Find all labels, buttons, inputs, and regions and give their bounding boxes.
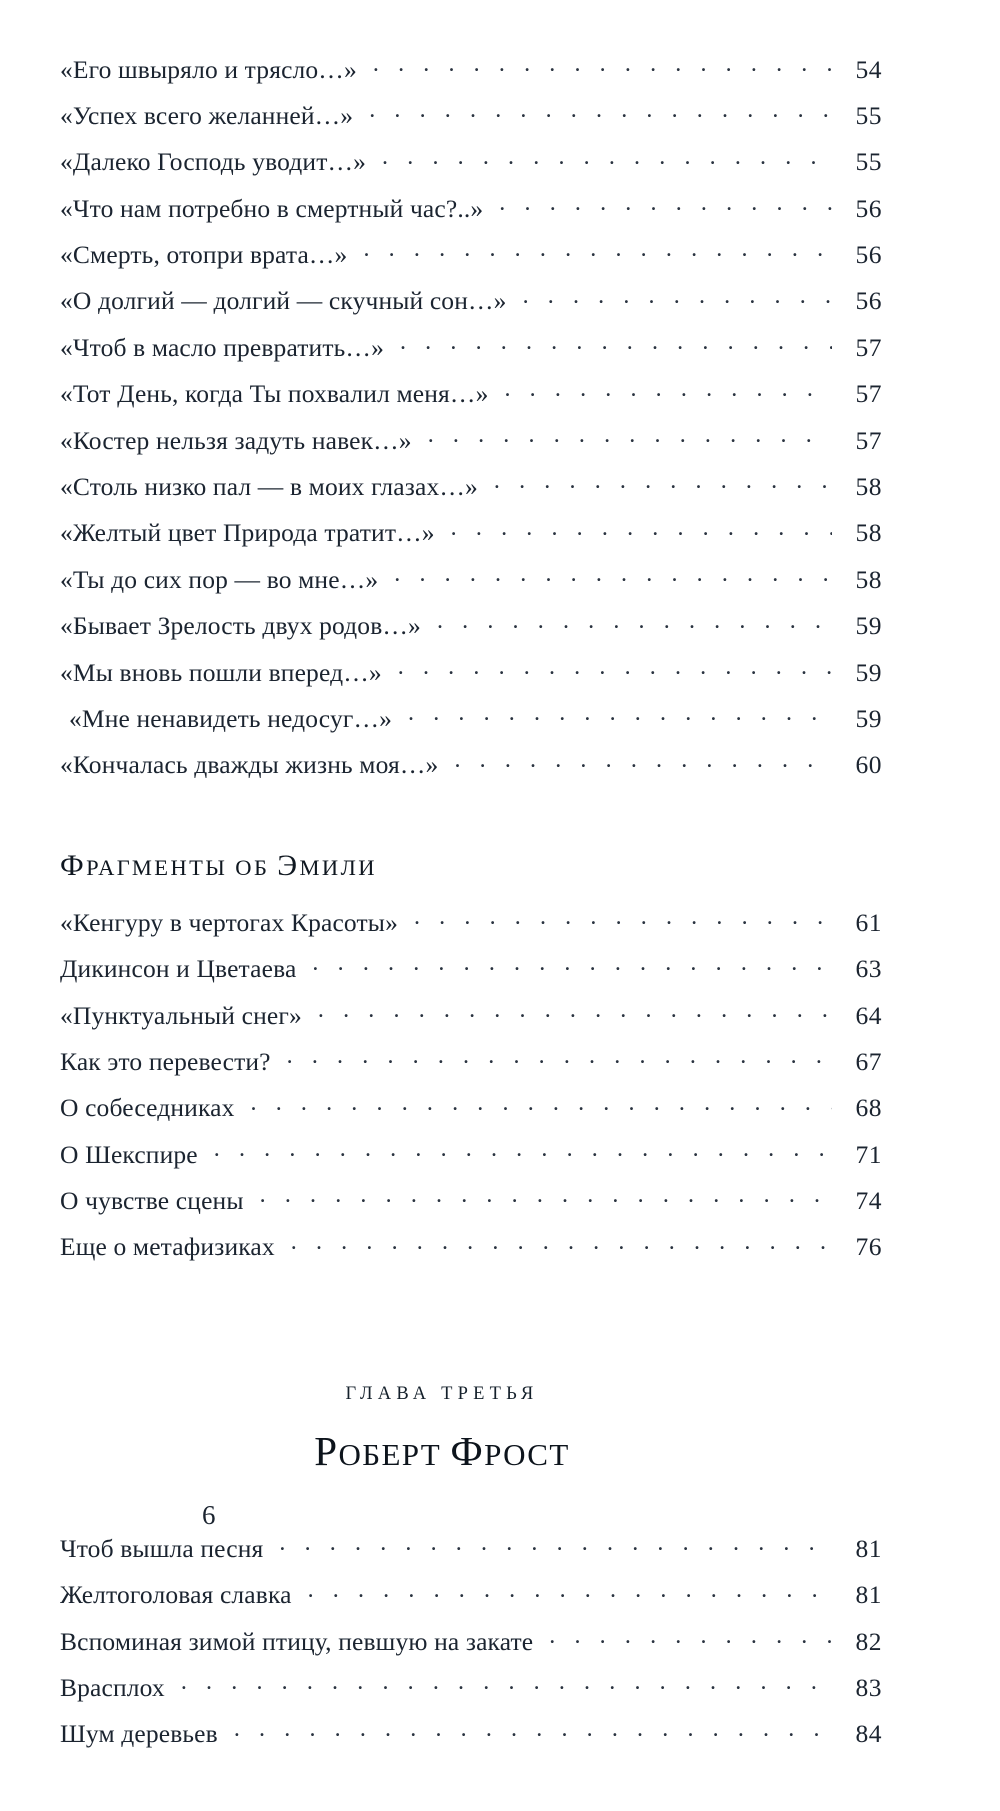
toc-entry-title: «Далеко Господь уводит…» xyxy=(60,147,367,177)
dot-leader xyxy=(382,145,832,171)
dot-leader xyxy=(234,1717,832,1743)
toc-entry-title: Шум деревьев xyxy=(60,1719,218,1749)
toc-entry-page-number: 56 xyxy=(855,286,882,316)
dot-leader xyxy=(499,191,832,217)
dot-leader xyxy=(308,1578,832,1604)
toc-entry-title: Еще о метафизиках xyxy=(60,1232,275,1262)
toc-entry-page-number: 59 xyxy=(855,657,882,687)
toc-entry-title: «Его швыряло и трясло…» xyxy=(60,54,357,84)
toc-group-dickinson-poems xyxy=(60,52,882,794)
dot-leader xyxy=(549,1624,832,1650)
toc-entry[interactable] xyxy=(60,284,882,330)
toc-entry-title: «Пунктуальный снег» xyxy=(60,1000,302,1030)
dot-leader xyxy=(454,748,832,774)
dot-leader xyxy=(251,1091,833,1117)
toc-entry-page-number: 74 xyxy=(855,1186,882,1216)
toc-entry-title: О Шекспире xyxy=(60,1139,198,1169)
toc-entry-page-number: 57 xyxy=(855,332,882,362)
page-number: 6 xyxy=(202,1500,216,1530)
toc-entry-page-number: 58 xyxy=(855,564,882,594)
toc-entry[interactable] xyxy=(60,748,882,794)
toc-entry[interactable] xyxy=(60,191,882,237)
toc-entry-page-number: 84 xyxy=(855,1719,882,1749)
toc-entry[interactable] xyxy=(60,1717,882,1763)
toc-entry[interactable] xyxy=(60,516,882,562)
dot-leader xyxy=(279,1531,832,1557)
toc-entry[interactable] xyxy=(60,423,882,469)
toc-group-frost xyxy=(60,1531,882,1763)
toc-entry-page-number: 55 xyxy=(855,147,882,177)
toc-entry[interactable] xyxy=(60,1091,882,1137)
toc-entry[interactable] xyxy=(60,1184,882,1230)
toc-entry[interactable] xyxy=(60,655,882,701)
toc-entry-title: «Чтоб в масло превратить…» xyxy=(60,332,384,362)
toc-entry-page-number: 71 xyxy=(855,1139,882,1169)
section-heading-initial: Ф xyxy=(60,849,87,883)
toc-entry-title: «Что нам потребно в смертный час?..» xyxy=(60,193,484,223)
toc-entry-title: «Смерть, отопри врата…» xyxy=(60,240,348,270)
toc-entry-title: «Мы вновь пошли вперед…» xyxy=(60,657,382,687)
toc-entry-title: «Кончалась дважды жизнь моя…» xyxy=(60,750,439,780)
dot-leader xyxy=(318,998,832,1024)
dot-leader xyxy=(414,905,832,931)
toc-entry-title: О собеседниках xyxy=(60,1093,235,1123)
dot-leader xyxy=(287,1044,832,1070)
toc-entry-page-number: 57 xyxy=(855,425,882,455)
toc-entry[interactable] xyxy=(60,905,882,951)
toc-entry[interactable] xyxy=(60,1531,882,1577)
toc-entry-title: «Бывает Зрелость двух родов…» xyxy=(60,611,421,641)
toc-entry-page-number: 57 xyxy=(855,379,882,409)
toc-entry[interactable] xyxy=(60,145,882,191)
toc-entry[interactable] xyxy=(60,470,882,516)
chapter-title-initial-2: Ф xyxy=(450,1428,485,1475)
dot-leader xyxy=(428,423,832,449)
toc-entry-title: «Тот День, когда Ты похвалил меня…» xyxy=(60,379,489,409)
toc-entry-title: «О долгий — долгий — скучный сон…» xyxy=(60,286,507,316)
toc-entry[interactable] xyxy=(60,1230,882,1276)
dot-leader xyxy=(398,655,832,681)
dot-leader xyxy=(523,284,832,310)
toc-entry[interactable] xyxy=(60,998,882,1044)
toc-entry-page-number: 54 xyxy=(855,54,882,84)
toc-entry-title: Как это перевести? xyxy=(60,1046,271,1076)
toc-entry-page-number: 59 xyxy=(855,703,882,733)
toc-entry[interactable] xyxy=(60,609,882,655)
toc-entry[interactable] xyxy=(60,1044,882,1090)
toc-entry-page-number: 81 xyxy=(855,1533,882,1563)
chapter-title-rest: ОБЕРТ xyxy=(338,1437,451,1473)
toc-entry-page-number: 58 xyxy=(855,472,882,502)
dot-leader xyxy=(437,609,832,635)
toc-entry-title: Врасплох xyxy=(60,1673,165,1703)
chapter-title-initial: Р xyxy=(314,1428,339,1475)
toc-entry-page-number: 82 xyxy=(855,1626,882,1656)
toc-entry-page-number: 55 xyxy=(855,100,882,130)
dot-leader xyxy=(408,701,832,727)
dot-leader xyxy=(181,1671,832,1697)
toc-entry[interactable] xyxy=(60,1624,882,1670)
toc-entry-title: «Столь низко пал — в моих глазах…» xyxy=(60,472,478,502)
toc-entry[interactable] xyxy=(60,1578,882,1624)
toc-entry-title: «Успех всего желанней…» xyxy=(60,100,354,130)
toc-entry[interactable] xyxy=(60,701,882,747)
chapter-heading-block xyxy=(60,1384,882,1475)
toc-entry[interactable] xyxy=(60,562,882,608)
toc-entry-page-number: 63 xyxy=(855,954,882,984)
toc-entry-title: «Ты до сих пор — во мне…» xyxy=(60,564,379,594)
toc-entry[interactable] xyxy=(60,952,882,998)
toc-entry[interactable] xyxy=(60,98,882,144)
toc-entry-page-number: 58 xyxy=(855,518,882,548)
dot-leader xyxy=(494,470,832,496)
dot-leader xyxy=(369,98,832,124)
toc-entry-page-number: 59 xyxy=(855,611,882,641)
toc-entry-title: «Мне ненавидеть недосуг…» xyxy=(69,703,392,733)
toc-entry-page-number: 67 xyxy=(855,1046,882,1076)
dot-leader xyxy=(400,330,832,356)
toc-entry-title: «Кенгуру в чертогах Красоты» xyxy=(60,907,398,937)
dot-leader xyxy=(504,377,832,403)
toc-entry-page-number: 64 xyxy=(855,1000,882,1030)
dot-leader xyxy=(451,516,832,542)
toc-entry-title: «Костер нельзя задуть навек…» xyxy=(60,425,412,455)
toc-entry-page-number: 81 xyxy=(855,1580,882,1610)
chapter-title-rest-2: РОСТ xyxy=(484,1437,570,1473)
toc-entry[interactable] xyxy=(60,1137,882,1183)
dot-leader xyxy=(373,52,832,78)
toc-entry-page-number: 56 xyxy=(855,240,882,270)
toc-group-fragments xyxy=(60,905,882,1276)
section-heading-rest-2: МИЛИ xyxy=(299,855,377,881)
section-heading-initial-2: Э xyxy=(277,849,300,883)
toc-entry-title: Вспоминая зимой птицу, певшую на закате xyxy=(60,1626,534,1656)
toc-entry[interactable] xyxy=(60,377,882,423)
section-heading-rest: РАГМЕНТЫ ОБ xyxy=(86,855,278,881)
dot-leader xyxy=(291,1230,832,1256)
chapter-title xyxy=(60,1427,824,1475)
toc-entry[interactable] xyxy=(60,1671,882,1717)
dot-leader xyxy=(312,952,832,978)
toc-entry-page-number: 76 xyxy=(855,1232,882,1262)
toc-entry-title: «Желтый цвет Природа тратит…» xyxy=(60,518,435,548)
toc-entry-page-number: 83 xyxy=(855,1673,882,1703)
dot-leader xyxy=(363,238,832,264)
toc-entry-page-number: 56 xyxy=(855,193,882,223)
toc-entry-title: Желтоголовая славка xyxy=(60,1580,292,1610)
chapter-kicker: ГЛАВА ТРЕТЬЯ xyxy=(345,1384,539,1405)
toc-entry-page-number: 68 xyxy=(855,1093,882,1123)
toc-entry[interactable] xyxy=(60,330,882,376)
section-heading-fragments xyxy=(60,849,882,883)
toc-entry-title: Чтоб вышла песня xyxy=(60,1533,264,1563)
dot-leader xyxy=(394,562,832,588)
dot-leader xyxy=(260,1184,832,1210)
dot-leader xyxy=(214,1137,832,1163)
toc-entry[interactable] xyxy=(60,238,882,284)
toc-entry[interactable] xyxy=(60,52,882,98)
toc-entry-title: О чувстве сцены xyxy=(60,1186,244,1216)
toc-entry-page-number: 61 xyxy=(855,907,882,937)
toc-entry-page-number: 60 xyxy=(855,750,882,780)
toc-entry-title: Дикинсон и Цветаева xyxy=(60,954,297,984)
